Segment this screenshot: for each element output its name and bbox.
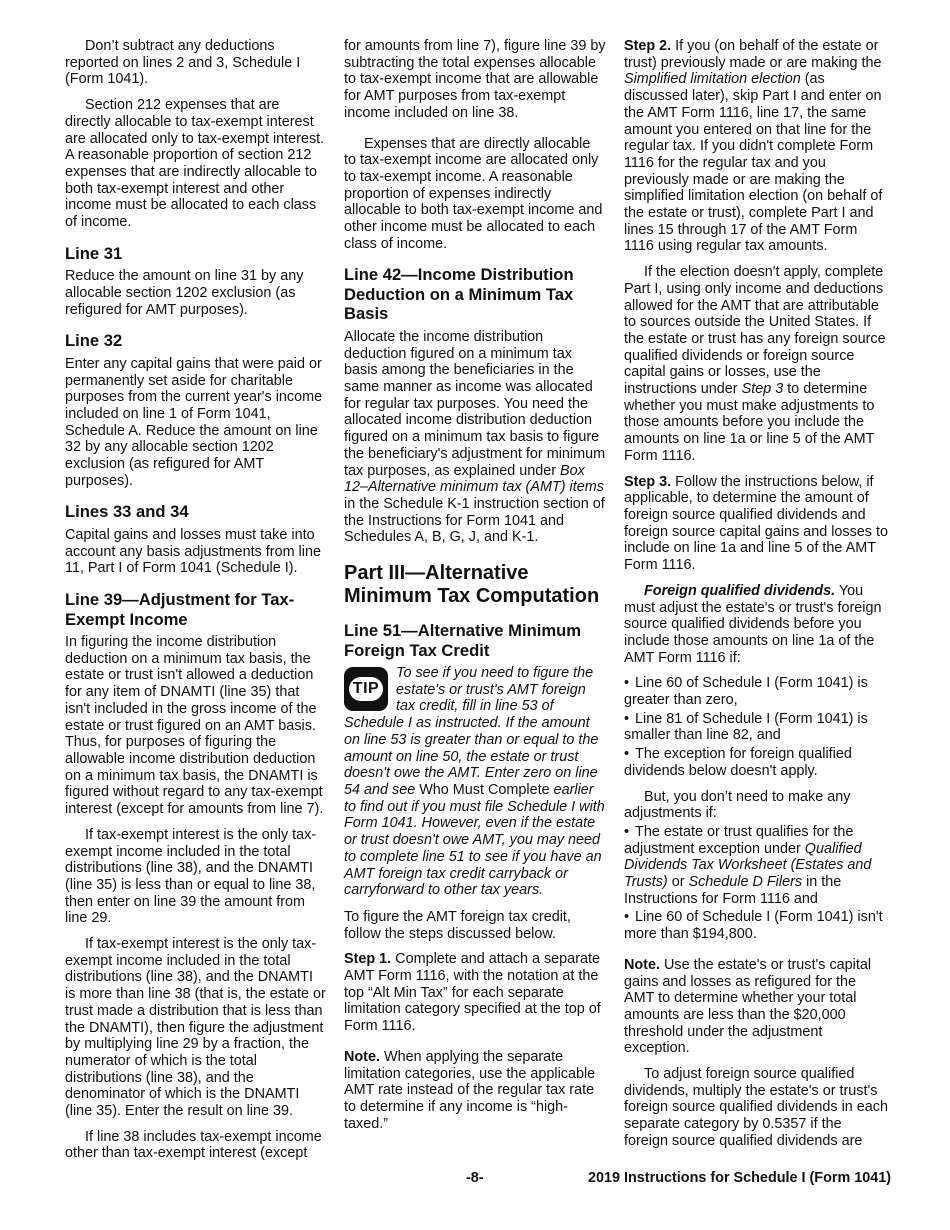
bullet-item: • Line 81 of Schedule I (Form 1041) is smaller than line 82, and — [624, 711, 888, 744]
bullet-item: • The estate or trust qualifies for the adjustment exception under Qualified Dividends Tax Worksheet (Estates and Trusts) or Schedule D Filers in the Instructions for Form 1116 and — [624, 824, 888, 908]
paragraph: Section 212 expenses that are directly allocable to tax-exempt interest are allocated only to tax-exempt interest. A reasonable proportion of section 212 expenses that are indirectly allocable to both tax-exempt interest and other income must be allocated to each class of income. — [65, 97, 325, 231]
paragraph: Reduce the amount on line 31 by any allocable section 1202 exclusion (as refigured for AMT purposes). — [65, 268, 304, 318]
heading-part-3: Part III—Alternative Minimum Tax Computation — [344, 562, 600, 608]
paragraph: In figuring the income distribution deduction on a minimum tax basis, the estate or trust isn't allowed a deduction for any item of DNAMTI (line 35) that isn't included in the gross income of the estate or trust figured on an AMT basis. Thus, for purposes of figuring the allowable income distribution deduction on a minimum tax basis, the DNAMTI is figured without regard to any tax-exempt interest (except for amounts from line 7). — [65, 634, 324, 818]
heading-lines-33-34: Lines 33 and 34 — [65, 502, 189, 522]
bullet-item: • Line 60 of Schedule I (Form 1041) is greater than zero, — [624, 675, 888, 708]
paragraph: Don’t subtract any deductions reported on lines 2 and 3, Schedule I (Form 1041). — [65, 38, 301, 88]
paragraph: If line 38 includes tax-exempt income other than tax-exempt interest (except — [65, 1128, 322, 1162]
column-1 — [65, 38, 327, 1171]
heading-line-51: Line 51—Alternative Minimum Foreign Tax Credit — [344, 621, 581, 660]
page-number: -8- — [466, 1170, 484, 1186]
paragraph: Foreign qualified dividends. You must adjust the estate's or trust's foreign source qualified dividends before you include those amounts on line 1a of the AMT Form 1116 if: — [624, 582, 882, 666]
step-2: Step 2. If you (on behalf of the estate or trust) previously made or are making the Simplified limitation election (as discussed later), skip Part I and enter on the AMT Form 1116, line 17, the same amount you entered on that line for the regular tax. If you didn't complete Form 1116 for the regular tax and you previously made or are making the simplified limitation election (on behalf of the estate or trust), complete Part I and lines 15 through 17 of the AMT Form 1116 using regular tax amounts. — [624, 38, 883, 255]
note: Note. When applying the separate limitation categories, use the applicable AMT rate instead of the regular tax rate to determine if any income is “high-taxed.” — [344, 1048, 596, 1132]
paragraph: Expenses that are directly allocable to tax-exempt income are allocated only to tax-exempt income. A reasonable proportion of expenses indirectly allocable to both tax-exempt income and other income must be allocated to each class of income. — [344, 135, 603, 252]
tip-icon: TIP — [344, 667, 388, 711]
paragraph: If the election doesn't apply, complete Part I, using only income and deductions allowed for the AMT that are attributable to sources outside the United States. If the estate or trust has any foreign source qualified dividends or foreign source capital gains or losses, use the instructions under Step 3 to determine whether you must make adjustments to those amounts before you include the amounts on line 1a or line 5 of the AMT Form 1116. — [624, 264, 886, 464]
note: Note. Use the estate's or trust's capital gains and losses as refigured for the AMT to determine whether your total amounts are less than the $20,000 threshold under the adjustment exception. — [624, 956, 872, 1057]
paragraph: Allocate the income distribution deduction figured on a minimum tax basis among the beneficiaries in the same manner as income was allocated for regular tax purposes. You need the allocated income distribution deduction figured on a minimum tax basis to figure the beneficiary's adjustment for minimum tax purposes, as explained under Box 12–Alternative minimum tax (AMT) items in the Schedule K-1 instruction section of the Instructions for Form 1041 and Schedules A, B, G, J, and K-1. — [344, 328, 606, 546]
paragraph: But, you don’t need to make any adjustments if: — [624, 788, 851, 822]
footer-title: 2019 Instructions for Schedule I (Form 1041) — [588, 1170, 892, 1186]
step-1: Step 1. Complete and attach a separate AMT Form 1116, with the notation at the top “Alt Min Tax” for each separate limitation category specified at the top of Form 1116. — [344, 951, 601, 1035]
paragraph: To adjust foreign source qualified dividends, multiply the estate's or trust's foreign source qualified dividends in each separate category by 0.5357 if the foreign source qualified dividends are — [624, 1066, 888, 1149]
step-3: Step 3. Follow the instructions below, if applicable, to determine the amount of foreign source qualified dividends and foreign source capital gains and losses to include on line 1a and line 5 of the AMT Form 1116. — [624, 473, 888, 574]
paragraph: Capital gains and losses must take into account any basis adjustments from line 11, Part I of Form 1041 (Schedule I). — [65, 526, 321, 577]
heading-line-32: Line 32 — [65, 331, 123, 351]
paragraph: If tax-exempt interest is the only tax-exempt income included in the total distributions (line 38), and the DNAMTI is more than line 38 (that is, the estate or trust made a distribution that is less than the DNAMTI), then figure the adjustment by multiplying line 29 by a fraction, the numerator of which is the total distributions (line 38), and the denominator of which is the DNAMTI (line 35). Enter the result on line 39. — [65, 936, 326, 1120]
heading-line-31: Line 31 — [65, 243, 123, 263]
paragraph: To figure the AMT foreign tax credit, follow the steps discussed below. — [344, 908, 571, 942]
bullet-item: • The exception for foreign qualified dividends below doesn't apply. — [624, 746, 888, 779]
tip-box: TIP To see if you need to figure the estate's or trust's AMT foreign tax credit, fill in line 53 of Schedule I as instructed. If the amount on line 53 is greater than or equal to the amount on line 50, the estate or trust doesn't owe the AMT. Enter zero on line 54 and see Who Must Complete earlier to find out if you must file Schedule I with Form 1041. However, even if the estate or trust doesn't owe AMT, you may need to complete line 51 to see if you have an AMT foreign tax credit carryback or carryforward to other tax years. — [344, 665, 605, 899]
paragraph: for amounts from line 7), figure line 39 by subtracting the total expenses allocable to tax-exempt income that are allowable for AMT purposes from tax-exempt income included on line 38. — [344, 38, 606, 121]
column-3 — [624, 38, 888, 1159]
paragraph: If tax-exempt interest is the only tax-exempt income included in the total distributions (line 38), and the DNAMTI (line 35) is less than or equal to line 38, then enter on line 39 the amount from line 29. — [65, 826, 317, 927]
heading-line-42: Line 42—Income Distribution Deduction on a Minimum Tax Basis — [344, 265, 574, 324]
heading-line-39: Line 39—Adjustment for Tax-Exempt Income — [65, 590, 295, 629]
bullet-item: • Line 60 of Schedule I (Form 1041) isn't more than $194,800. — [624, 909, 888, 942]
column-2 — [344, 38, 606, 1141]
paragraph: Enter any capital gains that were paid or permanently set aside for charitable purposes from the current year's income included on line 1 of Form 1041, Schedule A. Reduce the amount on line 32 by any allocable section 1202 exclusion (as refigured for AMT purposes). — [65, 355, 323, 489]
